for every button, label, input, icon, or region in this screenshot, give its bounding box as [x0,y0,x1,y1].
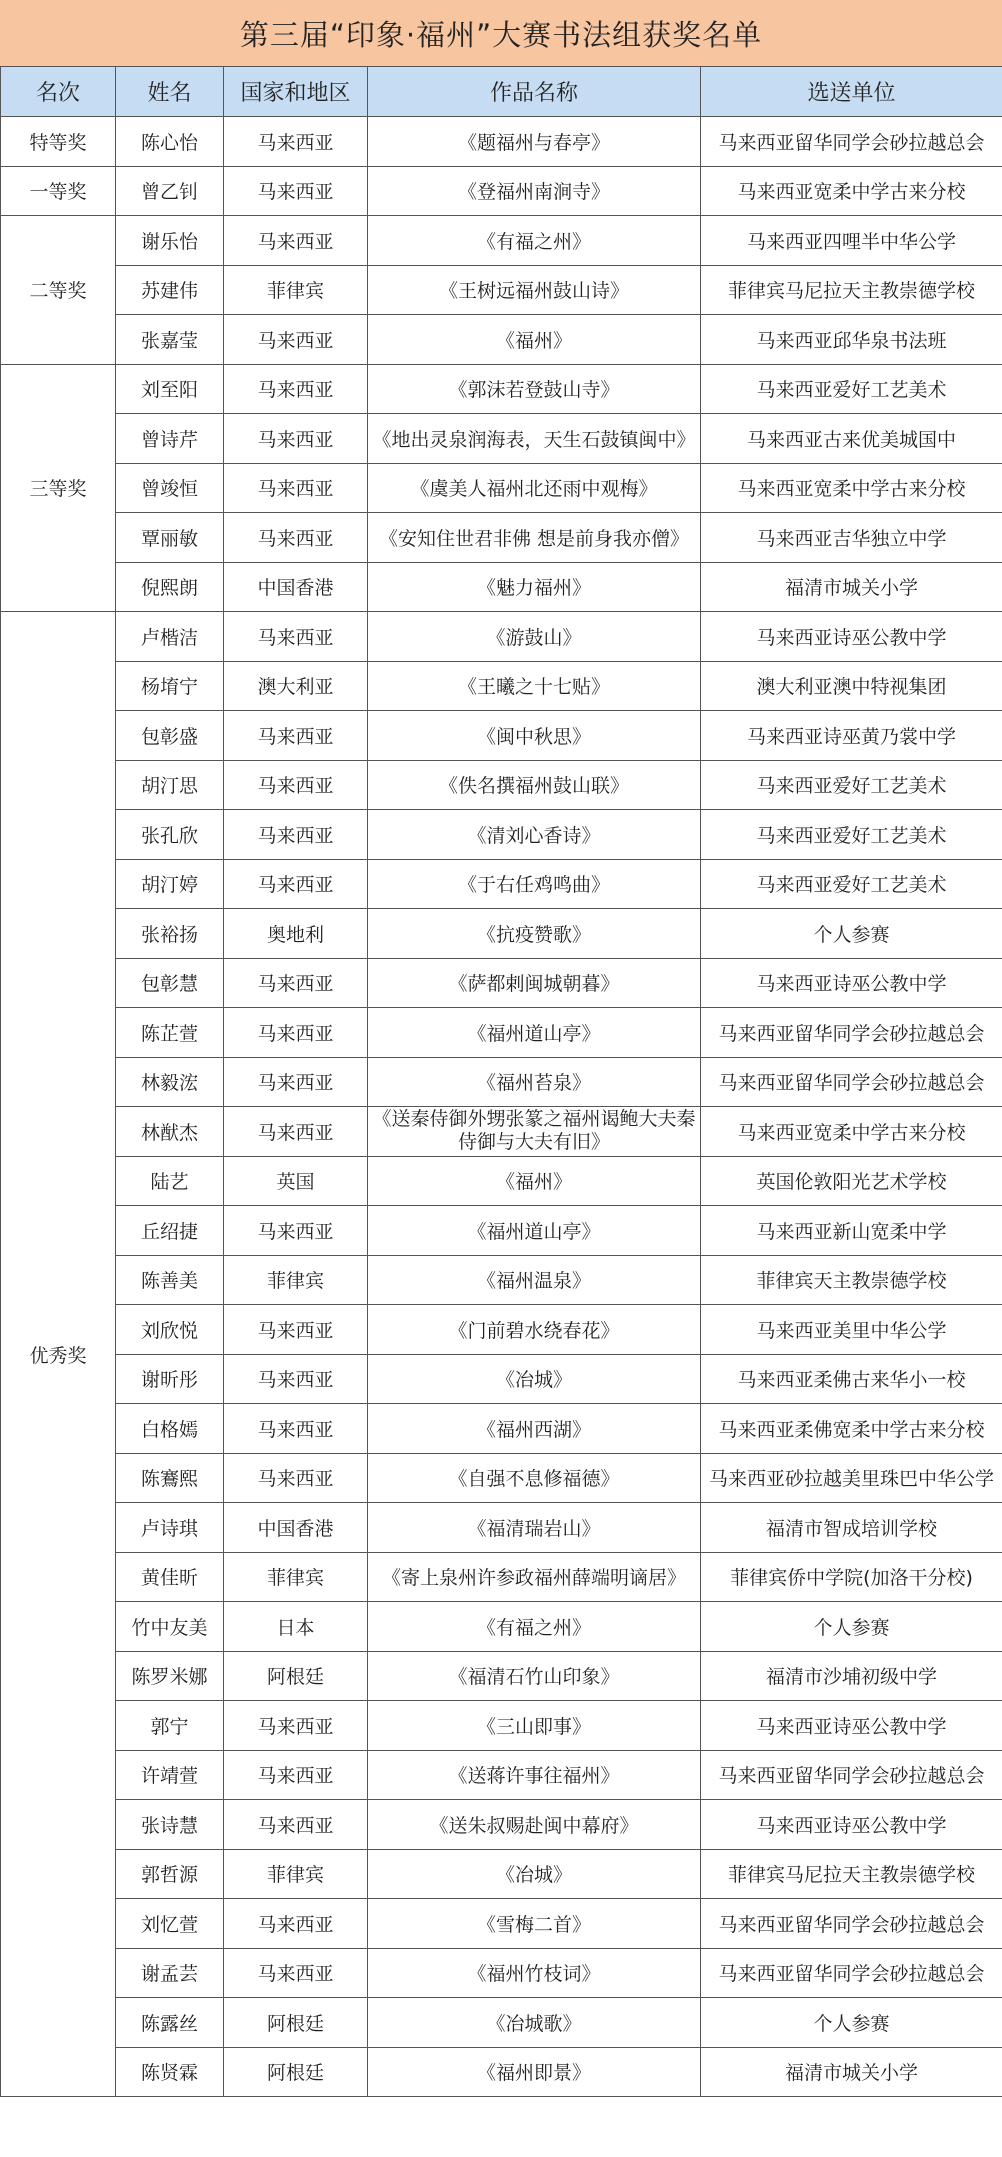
unit-cell: 马来西亚留华同学会砂拉越总会 [701,1948,1002,1998]
country-cell: 马来西亚 [224,612,368,662]
work-title-cell: 《王曦之十七贴》 [368,661,701,711]
table-row [1,958,1002,1008]
name-cell: 林猷杰 [116,1107,224,1157]
table-row [1,166,1002,216]
rank-cell: 三等奖 [1,364,116,612]
table-row [1,1948,1002,1998]
header-name: 姓名 [116,67,224,117]
unit-cell: 马来西亚诗巫公教中学 [701,958,1002,1008]
work-title-cell: 《送朱叔赐赴闽中幕府》 [368,1800,701,1850]
name-cell: 张孔欣 [116,810,224,860]
unit-cell: 马来西亚吉华独立中学 [701,513,1002,563]
table-row [1,1107,1002,1157]
unit-cell: 马来西亚邱华泉书法班 [701,315,1002,365]
awards-table [0,66,1002,2097]
name-cell: 包彰慧 [116,958,224,1008]
name-cell: 胡汀婷 [116,859,224,909]
work-title-cell: 《郭沫若登鼓山寺》 [368,364,701,414]
table-row [1,1305,1002,1355]
name-cell: 郭宁 [116,1701,224,1751]
table-row [1,1849,1002,1899]
country-cell: 菲律宾 [224,1255,368,1305]
country-cell: 阿根廷 [224,2047,368,2097]
name-cell: 倪熙朗 [116,562,224,612]
country-cell: 奥地利 [224,909,368,959]
country-cell: 马来西亚 [224,216,368,266]
country-cell: 马来西亚 [224,1750,368,1800]
country-cell: 马来西亚 [224,810,368,860]
work-title-cell: 《门前碧水绕春花》 [368,1305,701,1355]
header-row [1,67,1002,117]
country-cell: 马来西亚 [224,1701,368,1751]
unit-cell: 菲律宾天主教崇德学校 [701,1255,1002,1305]
name-cell: 张裕扬 [116,909,224,959]
work-title-cell: 《寄上泉州许参政福州薛端明谪居》 [368,1552,701,1602]
country-cell: 马来西亚 [224,958,368,1008]
table-row [1,612,1002,662]
table-row [1,1651,1002,1701]
table-row [1,513,1002,563]
work-title-cell: 《冶城歌》 [368,1998,701,2048]
header-unit: 选送单位 [701,67,1002,117]
unit-cell: 马来西亚新山宽柔中学 [701,1206,1002,1256]
country-cell: 日本 [224,1602,368,1652]
name-cell: 张诗慧 [116,1800,224,1850]
table-row [1,1008,1002,1058]
unit-cell: 马来西亚诗巫黄乃裳中学 [701,711,1002,761]
work-title-cell: 《送秦侍御外甥张篆之福州谒鲍大夫秦侍御与大夫有旧》 [368,1107,701,1157]
work-title-cell: 《福清瑞岩山》 [368,1503,701,1553]
country-cell: 马来西亚 [224,513,368,563]
country-cell: 中国香港 [224,562,368,612]
unit-cell: 福清市城关小学 [701,2047,1002,2097]
work-title-cell: 《福州道山亭》 [368,1008,701,1058]
country-cell: 马来西亚 [224,1948,368,1998]
country-cell: 菲律宾 [224,1849,368,1899]
work-title-cell: 《佚名撰福州鼓山联》 [368,760,701,810]
country-cell: 马来西亚 [224,117,368,167]
country-cell: 马来西亚 [224,859,368,909]
unit-cell: 马来西亚诗巫公教中学 [701,1800,1002,1850]
work-title-cell: 《安知住世君非佛 想是前身我亦僧》 [368,513,701,563]
unit-cell: 个人参赛 [701,1998,1002,2048]
unit-cell: 马来西亚诗巫公教中学 [701,612,1002,662]
table-row [1,1701,1002,1751]
unit-cell: 马来西亚宽柔中学古来分校 [701,166,1002,216]
name-cell: 刘欣悦 [116,1305,224,1355]
table-row [1,1750,1002,1800]
country-cell: 英国 [224,1156,368,1206]
table-row [1,1206,1002,1256]
table-row [1,315,1002,365]
name-cell: 苏建伟 [116,265,224,315]
work-title-cell: 《游鼓山》 [368,612,701,662]
header-country: 国家和地区 [224,67,368,117]
country-cell: 马来西亚 [224,711,368,761]
name-cell: 胡汀思 [116,760,224,810]
table-row [1,364,1002,414]
table-row [1,117,1002,167]
name-cell: 曾诗芹 [116,414,224,464]
unit-cell: 个人参赛 [701,909,1002,959]
name-cell: 陆艺 [116,1156,224,1206]
unit-cell: 马来西亚宽柔中学古来分校 [701,1107,1002,1157]
country-cell: 马来西亚 [224,1899,368,1949]
unit-cell: 菲律宾马尼拉天主教崇德学校 [701,1849,1002,1899]
name-cell: 郭哲源 [116,1849,224,1899]
name-cell: 陈芷萱 [116,1008,224,1058]
name-cell: 陈罗米娜 [116,1651,224,1701]
country-cell: 马来西亚 [224,1453,368,1503]
work-title-cell: 《福州竹枝词》 [368,1948,701,1998]
unit-cell: 个人参赛 [701,1602,1002,1652]
name-cell: 黄佳昕 [116,1552,224,1602]
work-title-cell: 《雪梅二首》 [368,1899,701,1949]
table-row [1,909,1002,959]
work-title-cell: 《于右任鸡鸣曲》 [368,859,701,909]
unit-cell: 马来西亚美里中华公学 [701,1305,1002,1355]
work-title-cell: 《福州道山亭》 [368,1206,701,1256]
table-row [1,1602,1002,1652]
name-cell: 张嘉莹 [116,315,224,365]
unit-cell: 马来西亚爱好工艺美术 [701,364,1002,414]
table-row [1,859,1002,909]
name-cell: 陈鶱熙 [116,1453,224,1503]
country-cell: 马来西亚 [224,1008,368,1058]
country-cell: 马来西亚 [224,315,368,365]
name-cell: 曾乙钊 [116,166,224,216]
work-title-cell: 《福州温泉》 [368,1255,701,1305]
table-row [1,216,1002,266]
work-title-cell: 《抗疫赞歌》 [368,909,701,959]
name-cell: 杨堉宁 [116,661,224,711]
name-cell: 白格嫣 [116,1404,224,1454]
table-row [1,1552,1002,1602]
table-row [1,1156,1002,1206]
table-body [1,117,1002,2097]
unit-cell: 马来西亚四哩半中华公学 [701,216,1002,266]
unit-cell: 马来西亚爱好工艺美术 [701,810,1002,860]
name-cell: 林毅浤 [116,1057,224,1107]
rank-cell: 优秀奖 [1,612,116,2097]
work-title-cell: 《福州苔泉》 [368,1057,701,1107]
work-title-cell: 《闽中秋思》 [368,711,701,761]
table-row [1,1800,1002,1850]
table-row [1,1057,1002,1107]
country-cell: 中国香港 [224,1503,368,1553]
unit-cell: 马来西亚留华同学会砂拉越总会 [701,117,1002,167]
name-cell: 包彰盛 [116,711,224,761]
country-cell: 马来西亚 [224,1107,368,1157]
name-cell: 陈露丝 [116,1998,224,2048]
name-cell: 谢昕彤 [116,1354,224,1404]
unit-cell: 菲律宾侨中学院(加洛干分校) [701,1552,1002,1602]
table-row [1,1899,1002,1949]
name-cell: 丘绍捷 [116,1206,224,1256]
table-row [1,1354,1002,1404]
unit-cell: 马来西亚宽柔中学古来分校 [701,463,1002,513]
name-cell: 谢孟芸 [116,1948,224,1998]
country-cell: 马来西亚 [224,1800,368,1850]
table-row [1,760,1002,810]
page-title: 第三届“印象·福州”大赛书法组获奖名单 [0,0,1002,67]
work-title-cell: 《冶城》 [368,1849,701,1899]
unit-cell: 英国伦敦阳光艺术学校 [701,1156,1002,1206]
name-cell: 竹中友美 [116,1602,224,1652]
country-cell: 马来西亚 [224,414,368,464]
unit-cell: 马来西亚砂拉越美里珠巴中华公学 [701,1453,1002,1503]
work-title-cell: 《萨都剌闽城朝暮》 [368,958,701,1008]
table-row [1,1998,1002,2048]
work-title-cell: 《登福州南涧寺》 [368,166,701,216]
rank-cell: 二等奖 [1,216,116,365]
country-cell: 马来西亚 [224,1354,368,1404]
work-title-cell: 《送蒋许事往福州》 [368,1750,701,1800]
country-cell: 马来西亚 [224,1206,368,1256]
work-title-cell: 《冶城》 [368,1354,701,1404]
name-cell: 陈心怡 [116,117,224,167]
unit-cell: 马来西亚留华同学会砂拉越总会 [701,1750,1002,1800]
name-cell: 陈贤霖 [116,2047,224,2097]
name-cell: 刘至阳 [116,364,224,414]
header-work-title: 作品名称 [368,67,701,117]
country-cell: 马来西亚 [224,760,368,810]
rank-cell: 特等奖 [1,117,116,167]
country-cell: 马来西亚 [224,463,368,513]
work-title-cell: 《自强不息修福德》 [368,1453,701,1503]
table-row [1,1255,1002,1305]
country-cell: 澳大利亚 [224,661,368,711]
unit-cell: 马来西亚爱好工艺美术 [701,859,1002,909]
table-row [1,414,1002,464]
unit-cell: 马来西亚留华同学会砂拉越总会 [701,1057,1002,1107]
table-row [1,1404,1002,1454]
unit-cell: 澳大利亚澳中特视集团 [701,661,1002,711]
country-cell: 马来西亚 [224,1057,368,1107]
country-cell: 阿根廷 [224,1998,368,2048]
work-title-cell: 《魅力福州》 [368,562,701,612]
name-cell: 刘忆萱 [116,1899,224,1949]
name-cell: 卢诗琪 [116,1503,224,1553]
country-cell: 马来西亚 [224,364,368,414]
work-title-cell: 《题福州与春亭》 [368,117,701,167]
work-title-cell: 《福清石竹山印象》 [368,1651,701,1701]
work-title-cell: 《清刘心香诗》 [368,810,701,860]
unit-cell: 福清市智成培训学校 [701,1503,1002,1553]
unit-cell: 马来西亚爱好工艺美术 [701,760,1002,810]
country-cell: 马来西亚 [224,1305,368,1355]
table-row [1,711,1002,761]
unit-cell: 福清市沙埔初级中学 [701,1651,1002,1701]
name-cell: 许靖萱 [116,1750,224,1800]
unit-cell: 马来西亚留华同学会砂拉越总会 [701,1008,1002,1058]
unit-cell: 福清市城关小学 [701,562,1002,612]
table-row [1,2047,1002,2097]
table-row [1,661,1002,711]
table-row [1,463,1002,513]
country-cell: 菲律宾 [224,1552,368,1602]
unit-cell: 菲律宾马尼拉天主教崇德学校 [701,265,1002,315]
country-cell: 马来西亚 [224,166,368,216]
name-cell: 曾竣恒 [116,463,224,513]
rank-cell: 一等奖 [1,166,116,216]
name-cell: 陈善美 [116,1255,224,1305]
work-title-cell: 《福州即景》 [368,2047,701,2097]
table-row [1,1453,1002,1503]
work-title-cell: 《虞美人福州北还雨中观梅》 [368,463,701,513]
name-cell: 覃丽敏 [116,513,224,563]
unit-cell: 马来西亚柔佛宽柔中学古来分校 [701,1404,1002,1454]
table-row [1,1503,1002,1553]
country-cell: 马来西亚 [224,1404,368,1454]
table-row [1,562,1002,612]
header-rank: 名次 [1,67,116,117]
work-title-cell: 《地出灵泉润海表，天生石鼓镇闽中》 [368,414,701,464]
name-cell: 卢楷洁 [116,612,224,662]
name-cell: 谢乐怡 [116,216,224,266]
work-title-cell: 《王树远福州鼓山诗》 [368,265,701,315]
unit-cell: 马来西亚诗巫公教中学 [701,1701,1002,1751]
unit-cell: 马来西亚留华同学会砂拉越总会 [701,1899,1002,1949]
work-title-cell: 《福州》 [368,315,701,365]
country-cell: 菲律宾 [224,265,368,315]
table-row [1,810,1002,860]
unit-cell: 马来西亚古来优美城国中 [701,414,1002,464]
work-title-cell: 《福州西湖》 [368,1404,701,1454]
work-title-cell: 《有福之州》 [368,216,701,266]
work-title-cell: 《三山即事》 [368,1701,701,1751]
unit-cell: 马来西亚柔佛古来华小一校 [701,1354,1002,1404]
work-title-cell: 《有福之州》 [368,1602,701,1652]
country-cell: 阿根廷 [224,1651,368,1701]
work-title-cell: 《福州》 [368,1156,701,1206]
table-row [1,265,1002,315]
